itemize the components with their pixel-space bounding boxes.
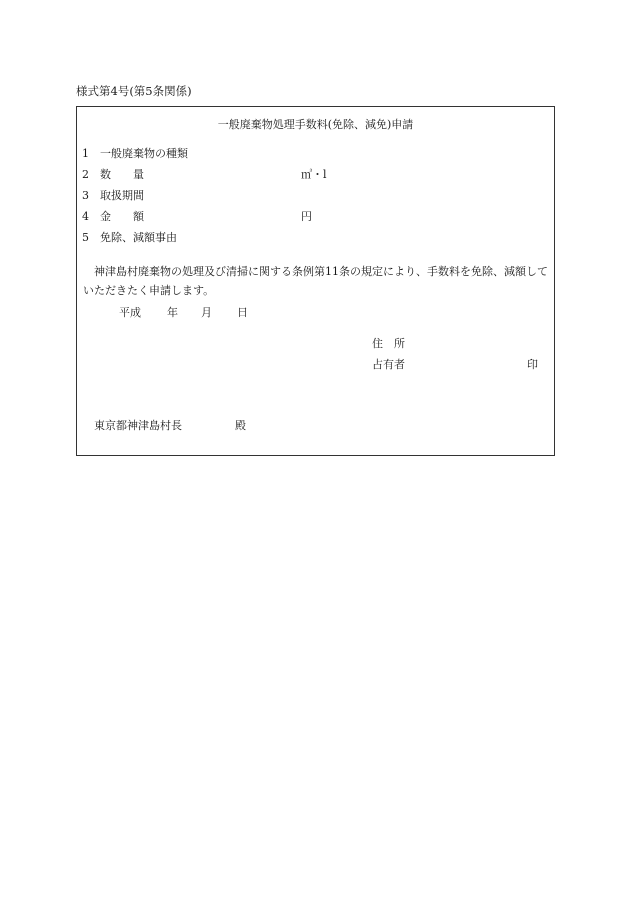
item-number: 1 bbox=[82, 147, 89, 160]
item-number: 4 bbox=[82, 210, 89, 223]
date-month: 月 bbox=[201, 306, 212, 319]
date-day: 日 bbox=[237, 306, 248, 319]
item-number: 5 bbox=[82, 231, 89, 244]
addressee-honorific: 殿 bbox=[235, 419, 246, 432]
seal-mark: 印 bbox=[527, 358, 538, 371]
date-year: 年 bbox=[167, 306, 178, 319]
item-label: 一般廃棄物の種類 bbox=[100, 147, 188, 160]
addressee-name: 東京都神津島村長 bbox=[94, 419, 182, 432]
item-number: 2 bbox=[82, 168, 89, 181]
item-label: 数 量 bbox=[100, 168, 144, 181]
item-label: 免除、減額事由 bbox=[100, 231, 177, 244]
item-number: 3 bbox=[82, 189, 89, 202]
item-label: 取扱期間 bbox=[100, 189, 144, 202]
occupant-label: 占有者 bbox=[372, 358, 405, 371]
item-unit: ㎥・l bbox=[301, 168, 327, 181]
application-statement: 神津島村廃棄物の処理及び清掃に関する条例第11条の規定により、手数料を免除、減額していただきたく申請します。 bbox=[83, 265, 548, 297]
address-label: 住 所 bbox=[372, 337, 405, 350]
item-label: 金 額 bbox=[100, 210, 144, 223]
application-form bbox=[76, 106, 555, 456]
item-unit: 円 bbox=[301, 210, 312, 223]
form-title: 一般廃棄物処理手数料(免除、減免)申請 bbox=[217, 118, 414, 131]
form-number-label: 様式第4号(第5条関係) bbox=[76, 84, 192, 98]
date-era: 平成 bbox=[119, 306, 141, 319]
